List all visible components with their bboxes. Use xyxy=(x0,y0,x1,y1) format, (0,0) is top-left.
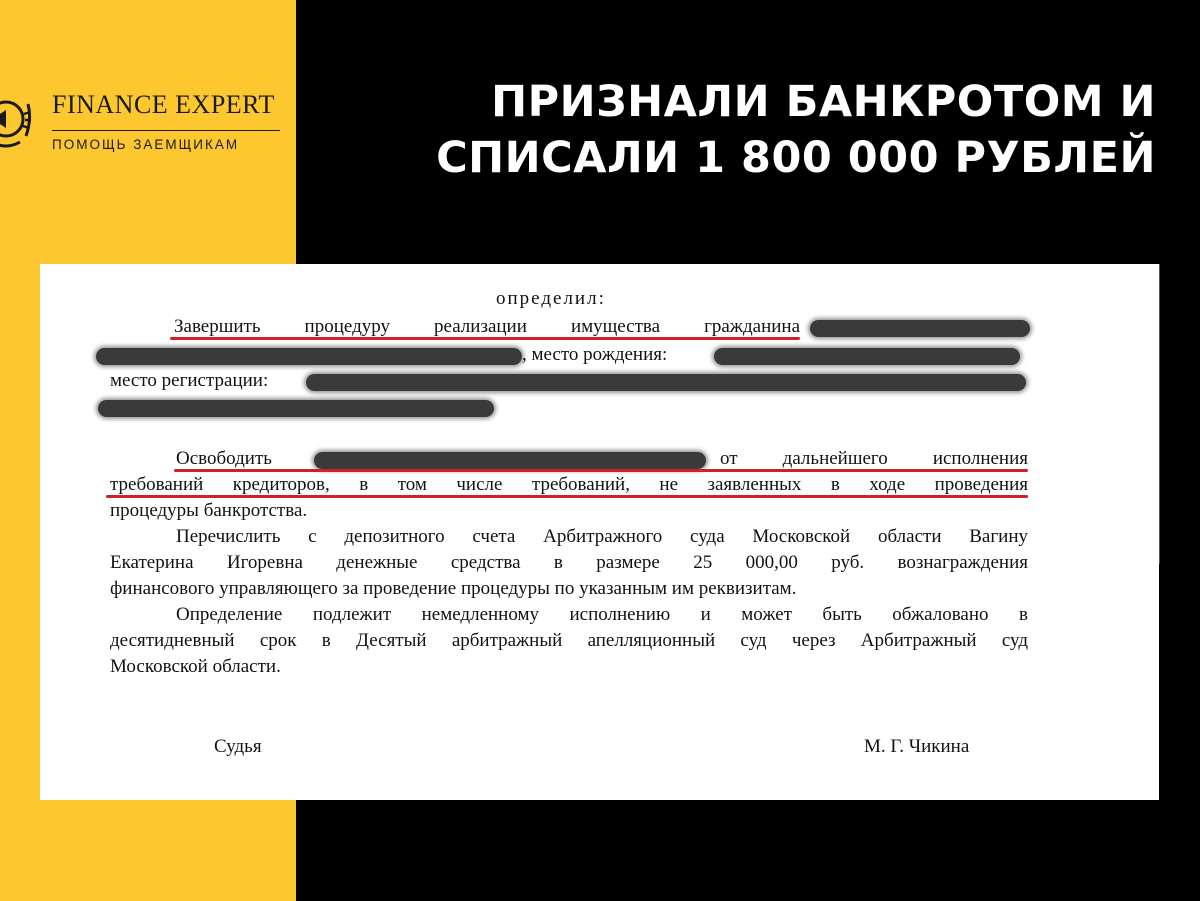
p1-line-3: место регистрации: xyxy=(110,370,269,391)
headline-line-1: ПРИЗНАЛИ БАНКРОТОМ И xyxy=(491,77,1156,127)
redacted-address xyxy=(306,374,1026,391)
headline xyxy=(376,74,1156,186)
redacted-debtor xyxy=(314,452,706,469)
brand-divider xyxy=(52,130,280,131)
redacted-birthplace xyxy=(714,348,1020,365)
p1-line-2: , место рождения: xyxy=(522,344,668,365)
p1-line-1: Завершить процедуру реализации имущества гражданина xyxy=(174,316,800,337)
p2-line-1-end: от дальнейшего исполнения xyxy=(720,448,1028,469)
p3-line-1: Перечислить с депозитного счета Арбитражного суда Московской области Вагину xyxy=(176,526,1028,547)
highlight-underline-3 xyxy=(106,495,1028,498)
redacted-name xyxy=(810,320,1030,337)
signature-role: Судья xyxy=(214,736,262,757)
brand-tagline: ПОМОЩЬ ЗАЕМЩИКАМ xyxy=(52,137,240,152)
court-document xyxy=(40,264,1159,800)
headline-line-2: СПИСАЛИ 1 800 000 РУБЛЕЙ xyxy=(436,133,1156,183)
document-heading: определил: xyxy=(496,288,606,309)
p4-line-2: десятидневный срок в Десятый арбитражный апелляционный суд через Арбитражный суд xyxy=(110,630,1028,651)
p2-line-2: требований кредиторов, в том числе требований, не заявленных в ходе проведения xyxy=(110,474,1028,495)
redacted-birth-data xyxy=(96,348,522,365)
p4-line-3: Московской области. xyxy=(110,656,281,677)
p3-line-3: финансового управляющего за проведение процедуры по указанным им реквизитам. xyxy=(110,578,797,599)
p2-line-3: процедуры банкротства. xyxy=(110,500,308,521)
signature-name: М. Г. Чикина xyxy=(864,736,970,757)
brand-name: FINANCE EXPERT xyxy=(52,90,275,119)
p2-line-1-start: Освободить xyxy=(176,448,272,469)
p3-line-2: Екатерина Игоревна денежные средства в размере 25 000,00 руб. вознаграждения xyxy=(110,552,1028,573)
laurel-emblem-icon xyxy=(0,86,34,152)
redacted-ids xyxy=(98,400,494,417)
highlight-underline-1 xyxy=(170,337,800,340)
highlight-underline-2 xyxy=(174,469,1028,472)
p4-line-1: Определение подлежит немедленному исполнению и может быть обжаловано в xyxy=(176,604,1028,625)
